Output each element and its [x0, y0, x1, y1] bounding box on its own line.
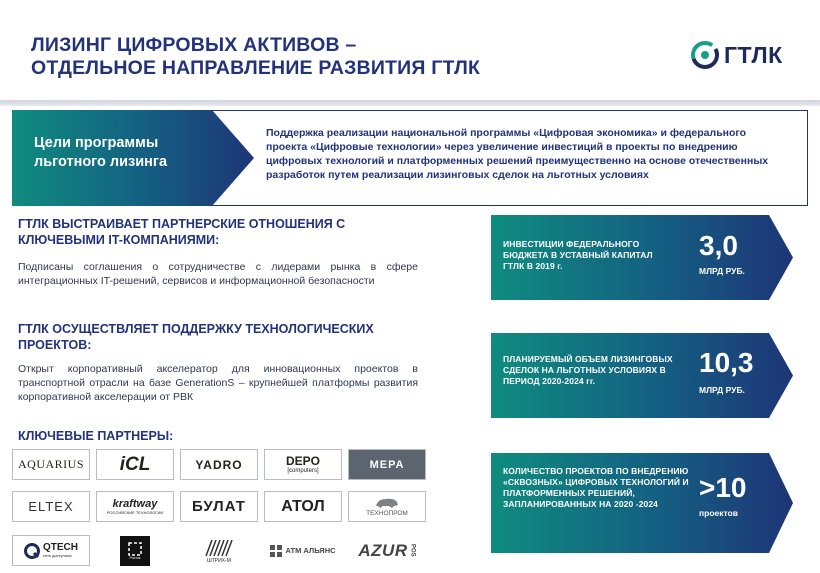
stat-value: 3,0 — [699, 230, 738, 261]
shtrih-barcode-icon — [204, 538, 234, 558]
stat-panel-investment — [491, 215, 793, 300]
header — [0, 0, 820, 100]
goals-banner — [12, 110, 808, 206]
partner-logo-technoprom: ТЕХНОПРОМ — [348, 491, 426, 522]
partner-logo-atm-alliance: АТМ АЛЬЯНС — [264, 535, 342, 566]
partner-logo-yadro: YADRO — [180, 449, 258, 480]
section-partners-text: Подписаны соглашения о сотрудничестве с лидерами рынка в сфере интеграционных IT-решений, сервисов и информационной безопасности — [18, 261, 418, 287]
stat-unit: проектов — [699, 508, 738, 518]
logo-text: ГТЛК — [724, 41, 783, 68]
stat-label: ИНВЕСТИЦИИ ФЕДЕРАЛЬНОГО БЮДЖЕТА В УСТАВНЫЙ КАПИТАЛ ГТЛК В 2019 г. — [503, 239, 653, 271]
stat-value: >10 — [699, 472, 747, 503]
partner-logo-azur: AZUR POS — [358, 540, 416, 560]
page-title — [31, 34, 480, 80]
stat-panel-leasing-volume — [491, 333, 793, 418]
partners-heading: КЛЮЧЕВЫЕ ПАРТНЕРЫ: — [18, 429, 174, 443]
stat-label: КОЛИЧЕСТВО ПРОЕКТОВ ПО ВНЕДРЕНИЮ «СКВОЗНЫХ» ЦИФРОВЫХ ТЕХНОЛОГИЙ И ПЛАТФОРМЕННЫХ РЕШЕНИЙ, ЗАПЛАНИРОВАННЫХ НА 2020 -2024 — [503, 466, 689, 509]
partner-logo-icl: iCL — [96, 449, 174, 480]
partner-logo-qtech: QTECH сеть доступных — [12, 535, 90, 566]
atm-grid-icon — [270, 545, 282, 557]
section-partners-heading: ГТЛК ВЫСТРАИВАЕТ ПАРТНЕРСКИЕ ОТНОШЕНИЯ С КЛЮЧЕВЫМИ IT-КОМПАНИЯМИ: — [18, 217, 346, 247]
stat-unit: МЛРД РУБ. — [699, 266, 745, 276]
qtech-logo-icon — [24, 543, 40, 559]
partner-logo-eltex: ELTEX — [12, 491, 90, 522]
page-title-line1: ЛИЗИНГ ЦИФРОВЫХ АКТИВОВ – — [31, 34, 357, 56]
partner-logo-mera: МЕРА — [348, 449, 426, 480]
goals-text: Поддержка реализации национальной программы «Цифровая экономика» и федерального проекта «Цифровые технологии» через увеличение инвестиций в проекты по внедрению цифровых технологий и платформенных решений преимущественно на основе отечественных разработок путем реализации лизинговых сделок на льготных условиях — [266, 127, 769, 181]
stat-unit: МЛРД РУБ. — [699, 385, 745, 395]
partner-logo-aquarius: AQUARIUS — [12, 449, 90, 480]
partner-logo-atol: АТОЛ — [264, 491, 342, 522]
stat-label: ПЛАНИРУЕМЫЙ ОБЪЕМ ЛИЗИНГОВЫХ СДЕЛОК НА ЛЬГОТНЫХ УСЛОВИЯХ В ПЕРИОД 2020-2024 гг. — [503, 354, 673, 386]
stat-panel-projects — [491, 453, 793, 553]
goals-label: Цели программы льготного лизинга — [34, 135, 168, 170]
page-title-line2: ОТДЕЛЬНОЕ НАПРАВЛЕНИЕ РАЗВИТИЯ ГТЛК — [31, 57, 481, 79]
partner-logo-kraftway: kraftway РОССИЙСКИЕ ТЕХНОЛОГИИ — [96, 491, 174, 522]
partner-logo-depo: DEPO [computers] — [264, 449, 342, 480]
section-projects-text: Открыт корпоративный акселератор для инновационных проектов в транспортной отрасли на базе GenerationS – крупнейшей платформы развития корпоративной акселерации от РВК — [18, 363, 418, 403]
company-logo — [690, 40, 783, 70]
stat-value: 10,3 — [699, 347, 754, 378]
header-divider — [0, 100, 820, 106]
logo-mark-icon — [690, 40, 720, 70]
partner-logo-rostok: Росток — [96, 535, 174, 566]
partner-logo-shtrih-m: ШТРИХ-М — [180, 535, 258, 566]
rostok-logo-icon — [128, 542, 142, 556]
partner-logo-bulat: БУЛАТ — [180, 491, 258, 522]
section-projects-heading: ГТЛК ОСУЩЕСТВЛЯЕТ ПОДДЕРЖКУ ТЕХНОЛОГИЧЕСКИХ ПРОЕКТОВ: — [18, 322, 374, 352]
technoprom-bear-icon — [374, 496, 400, 510]
partners-grid — [12, 449, 428, 569]
